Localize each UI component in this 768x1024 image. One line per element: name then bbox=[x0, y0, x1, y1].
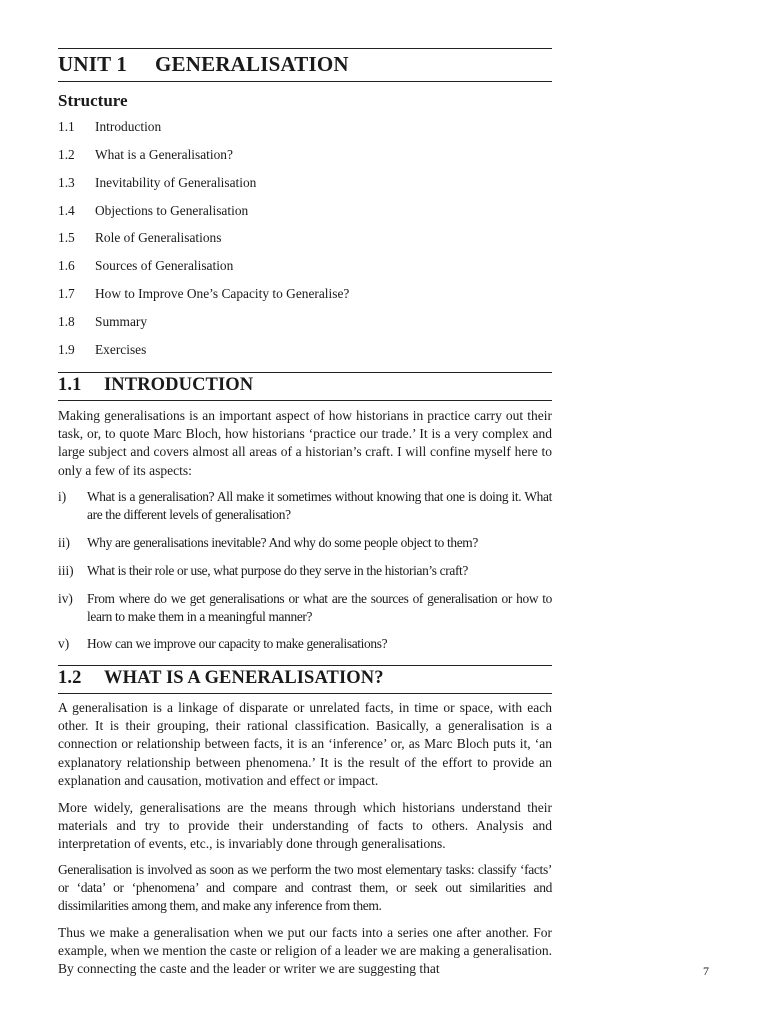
toc-label: How to Improve One’s Capacity to Generalise? bbox=[95, 286, 350, 301]
section-heading-introduction bbox=[58, 375, 552, 396]
section-rule-bottom bbox=[58, 400, 552, 401]
body-paragraph: More widely, generalisations are the means through which historians understand their materials and try to provide their understanding of facts to others. Analysis and interpretation of events, etc., is invariably done through generalisations. bbox=[58, 800, 552, 852]
toc-label: Sources of Generalisation bbox=[95, 258, 234, 273]
toc-item bbox=[58, 342, 146, 358]
section-title: INTRODUCTION bbox=[104, 375, 254, 395]
toc-number: 1.1 bbox=[58, 119, 75, 134]
toc-number: 1.8 bbox=[58, 314, 75, 329]
toc-label: Inevitability of Generalisation bbox=[95, 175, 257, 190]
list-item bbox=[58, 590, 552, 626]
top-rule bbox=[58, 48, 552, 49]
toc-item bbox=[58, 230, 221, 246]
list-text: How can we improve our capacity to make generalisations? bbox=[87, 636, 388, 651]
toc-label: Role of Generalisations bbox=[95, 230, 222, 245]
unit-title: GENERALISATION bbox=[155, 52, 349, 76]
section-number: 1.2 bbox=[58, 668, 82, 688]
unit-heading-rule bbox=[58, 81, 552, 82]
list-text: What is their role or use, what purpose do they serve in the historian’s craft? bbox=[87, 563, 469, 578]
list-marker: i) bbox=[58, 489, 67, 504]
toc-item bbox=[58, 314, 147, 330]
toc-item bbox=[58, 203, 248, 219]
toc-label: What is a Generalisation? bbox=[95, 147, 233, 162]
section-rule-bottom bbox=[58, 693, 552, 694]
toc-item bbox=[58, 286, 349, 302]
list-item bbox=[58, 635, 552, 653]
section-heading-what-is bbox=[58, 668, 552, 689]
toc-number: 1.9 bbox=[58, 342, 75, 357]
list-text: What is a generalisation? All make it sometimes without knowing that one is doing it. What are the different levels of generalisation? bbox=[87, 489, 552, 523]
toc-label: Summary bbox=[95, 314, 148, 329]
structure-heading: Structure bbox=[58, 91, 128, 110]
section-number: 1.1 bbox=[58, 375, 82, 395]
body-paragraph: A generalisation is a linkage of disparate or unrelated facts, in time or space, with each other. It is their grouping, their rational classification. Basically, a generalisation is a connection or relationship between facts, it is an ‘inference’ or, as Marc Bloch puts it, ‘an explanatory relationship between phenomena.’ It is the result of the effort to provide an explanation and causation, motivation and effect or impact. bbox=[58, 700, 552, 788]
unit-heading bbox=[58, 52, 552, 77]
list-text: From where do we get generalisations or what are the sources of generalisation or how to learn to make them in a meaningful manner? bbox=[87, 591, 552, 625]
list-item bbox=[58, 562, 552, 580]
toc-item bbox=[58, 175, 256, 191]
section-rule-top bbox=[58, 665, 552, 666]
section-title: WHAT IS A GENERALISATION? bbox=[104, 668, 384, 688]
list-marker: iv) bbox=[58, 591, 73, 606]
toc-number: 1.4 bbox=[58, 203, 75, 218]
toc-label: Introduction bbox=[95, 119, 162, 134]
toc-number: 1.5 bbox=[58, 230, 75, 245]
section-rule-top bbox=[58, 372, 552, 373]
list-marker: ii) bbox=[58, 535, 70, 550]
toc-item bbox=[58, 119, 161, 135]
body-paragraph: Thus we make a generalisation when we put our facts into a series one after another. For example, when we mention the caste or religion of a leader we are making a generalisation. By connecting the caste and the leader or writer we are suggesting that bbox=[58, 925, 552, 977]
toc-label: Exercises bbox=[95, 342, 147, 357]
toc-number: 1.7 bbox=[58, 286, 75, 301]
list-marker: v) bbox=[58, 636, 70, 651]
unit-number: UNIT 1 bbox=[58, 52, 128, 76]
page-number: 7 bbox=[703, 964, 709, 978]
toc-number: 1.6 bbox=[58, 258, 75, 273]
toc-label: Objections to Generalisation bbox=[95, 203, 249, 218]
toc-item bbox=[58, 147, 233, 163]
toc-number: 1.3 bbox=[58, 175, 75, 190]
list-text: Why are generalisations inevitable? And why do some people object to them? bbox=[87, 535, 478, 550]
body-paragraph: Generalisation is involved as soon as we perform the two most elementary tasks: classify ‘facts’ or ‘data’ or ‘phenomena’ and compare and contrast them, or seek out similarities and dissimilarities among them, and make any inference from them. bbox=[58, 862, 552, 914]
toc-number: 1.2 bbox=[58, 147, 75, 162]
list-item bbox=[58, 488, 552, 524]
list-item bbox=[58, 534, 552, 552]
toc-item bbox=[58, 258, 233, 274]
list-marker: iii) bbox=[58, 563, 74, 578]
intro-paragraph: Making generalisations is an important aspect of how historians in practice carry out their task, or, to quote Marc Bloch, how historians ‘practice our trade.’ It is a very complex and large subject and covers almost all areas of a historian’s craft. I will confine myself here to only a few of its aspects: bbox=[58, 408, 552, 478]
